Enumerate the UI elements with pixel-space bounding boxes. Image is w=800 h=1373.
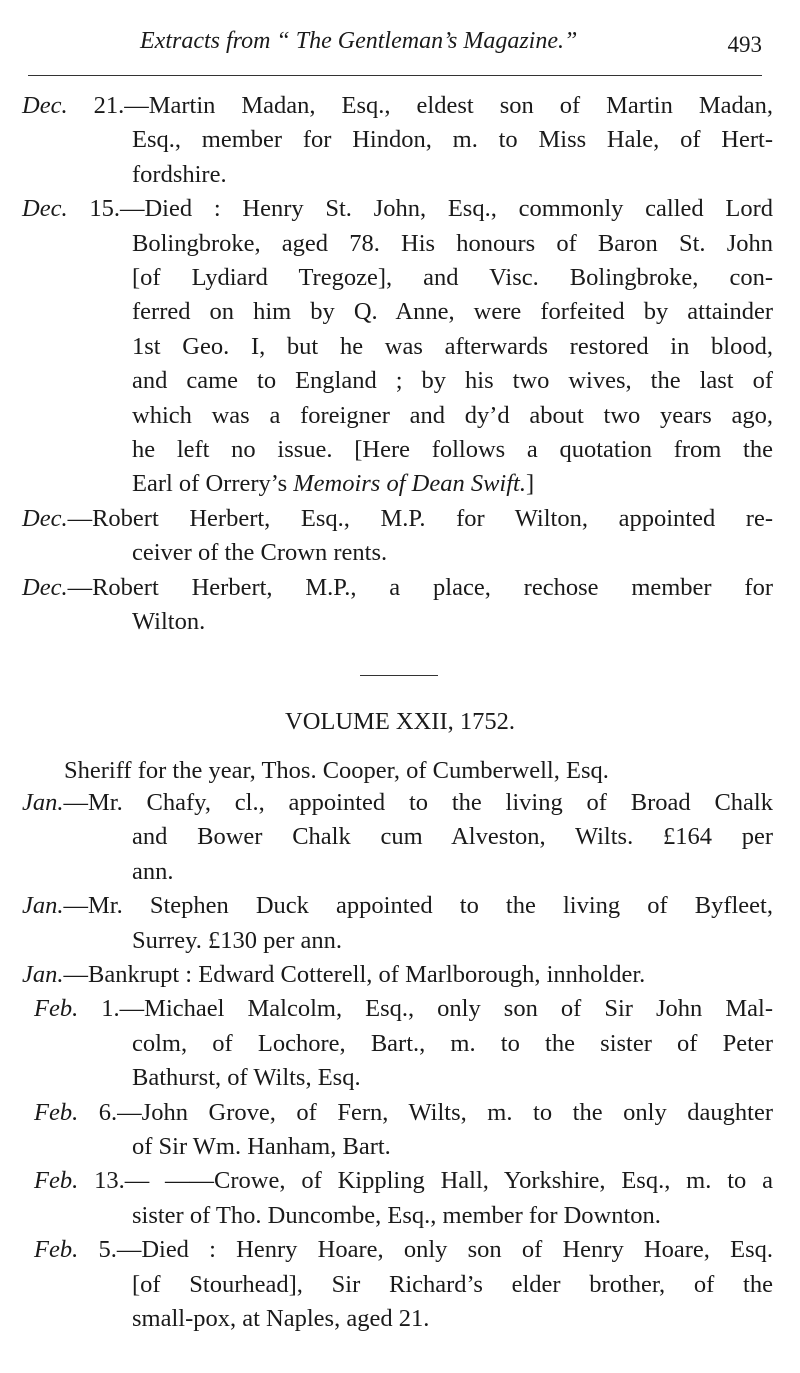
text: —Mr. Stephen Duck appointed to the living of Byfleet,	[63, 892, 773, 920]
entry-line	[132, 123, 773, 157]
text: 1.—Michael Malcolm, Esq., only son of Sir John Mal-	[78, 995, 773, 1023]
entry-line	[132, 1061, 361, 1095]
entry-line	[22, 571, 773, 605]
italic-text: Dec.	[22, 195, 68, 223]
text: ceiver of the Crown rents.	[132, 539, 388, 567]
text: —Robert Herbert, M.P., a place, rechose member for	[67, 573, 773, 601]
entry-line	[22, 502, 773, 536]
text: 21.—Martin Madan, Esq., eldest son of Martin Madan,	[67, 92, 773, 119]
text: which was a foreigner and dy’d about two years ago,	[132, 401, 773, 429]
volume-heading: VOLUME XXII, 1752.	[285, 708, 515, 735]
running-title: Extracts from “ The Gentleman’s Magazine.”	[140, 28, 578, 54]
text: Bolingbroke, aged 78. His honours of Baron St. John	[132, 229, 773, 257]
text: 5.—Died : Henry Hoare, only son of Henry Hoare, Esq.	[78, 1236, 773, 1264]
text: 1st Geo. I, but he was afterwards restored in blood,	[132, 332, 773, 360]
entry-line	[132, 261, 773, 295]
entry-line	[132, 1302, 429, 1336]
text: small-pox, at Naples, aged 21.	[132, 1305, 430, 1332]
entry-line	[132, 1199, 661, 1233]
text: 13.— ——Crowe, of Kippling Hall, Yorkshire, Esq., m. to a	[78, 1167, 773, 1195]
entry-line	[132, 924, 342, 958]
italic-text: Memoirs of Dean Swift.	[293, 470, 526, 498]
entry-line	[132, 433, 773, 467]
text: sister of Tho. Duncombe, Esq., member for Downton.	[132, 1201, 661, 1229]
text: fordshire.	[132, 160, 227, 188]
entry-line	[132, 467, 534, 501]
page-number: 493	[727, 32, 762, 57]
entry-line	[132, 1268, 773, 1302]
entry-line	[34, 1096, 773, 1130]
text: —Bankrupt : Edward Cotterell, of Marlborough, innholder.	[63, 961, 646, 988]
entry-line	[34, 992, 773, 1026]
text: of Sir Wm. Hanham, Bart.	[132, 1133, 391, 1160]
text: Esq., member for Hindon, m. to Miss Hale, of Hert-	[132, 126, 773, 154]
text: Bathurst, of Wilts, Esq.	[132, 1064, 361, 1092]
sheriff-line: Sheriff for the year, Thos. Cooper, of Cumberwell, Esq.	[64, 757, 609, 784]
entry-line	[132, 330, 773, 364]
text: 15.—Died : Henry St. John, Esq., commonly called Lord	[67, 195, 773, 223]
entry-line	[132, 1027, 773, 1061]
text: and Bower Chalk cum Alveston, Wilts. £164 per	[132, 823, 773, 851]
text: Surrey. £130 per ann.	[132, 926, 343, 954]
entry-line	[132, 399, 773, 433]
text: 6.—John Grove, of Fern, Wilts, m. to the only daughter	[78, 1098, 773, 1126]
header-rule	[28, 75, 762, 76]
italic-text: Dec.	[22, 504, 68, 532]
text: —Mr. Chafy, cl., appointed to the living of Broad Chalk	[63, 789, 773, 816]
entry-line	[132, 1130, 391, 1164]
italic-text: Jan.	[22, 892, 64, 920]
text: Wilton.	[132, 608, 206, 635]
entry-line	[22, 786, 773, 820]
italic-text: Feb.	[34, 995, 79, 1023]
text: —Robert Herbert, Esq., M.P. for Wilton, appointed re-	[67, 504, 773, 532]
italic-text: Feb.	[34, 1167, 79, 1195]
text: and came to England ; by his two wives, the last of	[132, 367, 773, 395]
entry-line	[34, 1233, 773, 1267]
running-header	[0, 28, 800, 64]
text: ]	[525, 470, 535, 498]
italic-text: Feb.	[34, 1236, 79, 1264]
entry-line	[132, 364, 773, 398]
italic-text: Feb.	[34, 1098, 79, 1126]
entry-line	[22, 89, 773, 123]
entry-line	[34, 1164, 773, 1198]
section-divider	[360, 675, 438, 676]
entry-line	[132, 158, 227, 192]
entry-line	[132, 227, 773, 261]
text: [of Stourhead], Sir Richard’s elder brother, of the	[132, 1270, 773, 1298]
text: he left no issue. [Here follows a quotation from the	[132, 436, 773, 463]
entry-line	[22, 889, 773, 923]
entry-line	[132, 295, 773, 329]
italic-text: Dec.	[22, 573, 68, 601]
entry-line	[132, 536, 387, 570]
text: [of Lydiard Tregoze], and Visc. Bolingbroke, con-	[132, 264, 773, 291]
entry-line	[132, 855, 174, 889]
text: ferred on him by Q. Anne, were forfeited by attainder	[132, 298, 773, 326]
text: ann.	[132, 857, 174, 885]
italic-text: Jan.	[22, 789, 64, 816]
italic-text: Dec.	[22, 92, 68, 119]
entry-line	[22, 958, 645, 992]
entry-line	[132, 605, 205, 639]
text: Earl of Orrery’s	[132, 470, 294, 498]
text: colm, of Lochore, Bart., m. to the sister of Peter	[132, 1029, 773, 1057]
entry-line	[132, 820, 773, 854]
italic-text: Jan.	[22, 961, 64, 988]
entry-line	[22, 192, 773, 226]
